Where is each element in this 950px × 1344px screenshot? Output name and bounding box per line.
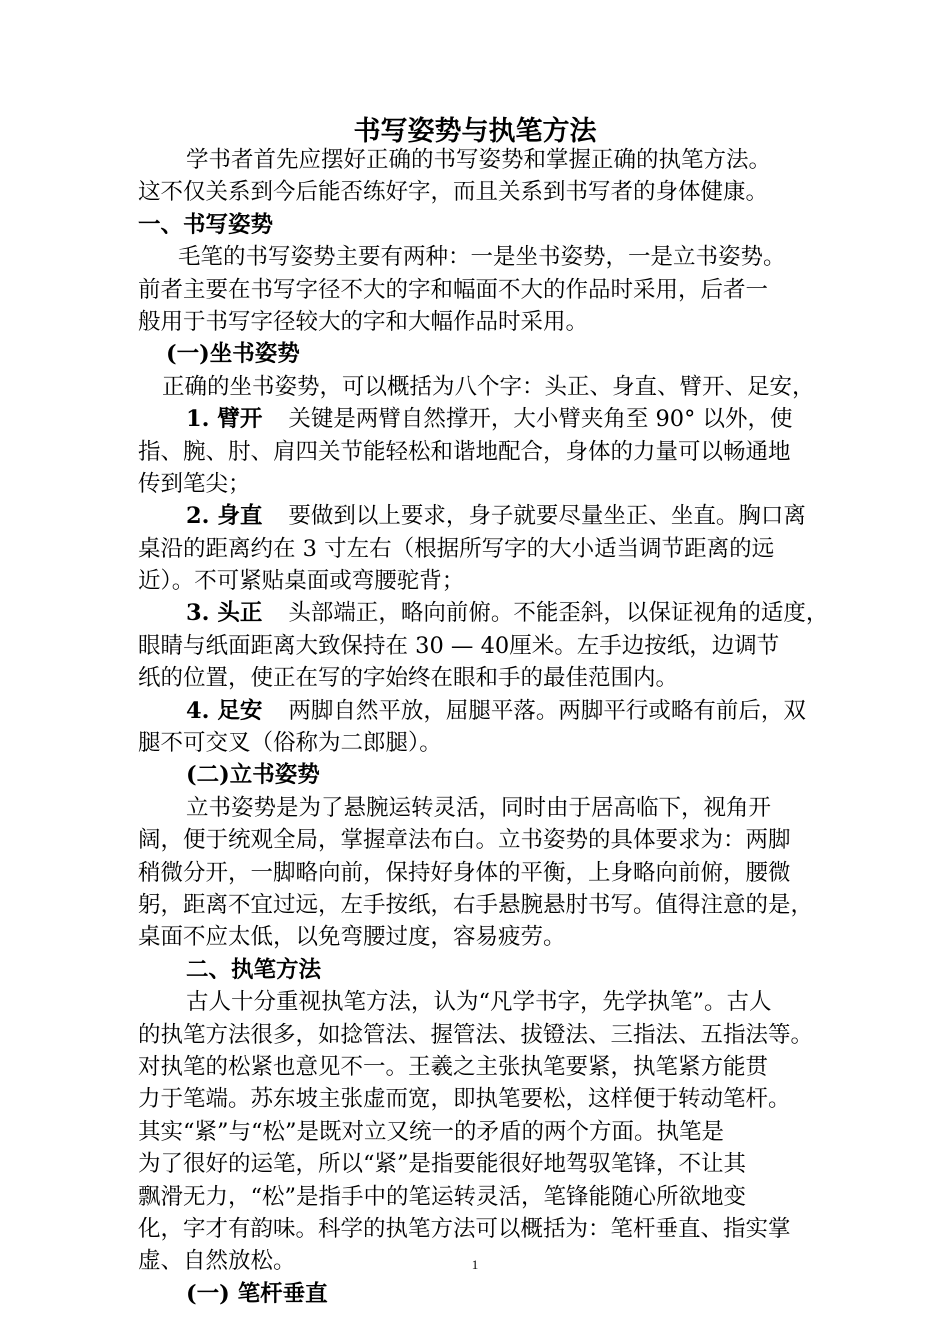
paragraph-line: 力于笔端。苏东坡主张虚而宽，即执笔要松，这样便于转动笔杆。 [138, 1086, 791, 1113]
list-item-label: 2. 身直 [186, 503, 263, 530]
paragraph-line: 学书者首先应摆好正确的书写姿势和掌握正确的执笔方法。 [186, 147, 772, 173]
paragraph-line: 的执笔方法很多，如捻管法、握管法、拔镫法、三指法、五指法等。 [138, 1021, 814, 1048]
paragraph-line: 飘滑无力，“松”是指手中的笔运转灵活，笔锋能随心所欲地变 [138, 1183, 747, 1210]
paragraph-line: 躬，距离不宜过远，左手按纸，右手悬腕悬肘书写。值得注意的是， [138, 891, 814, 918]
paragraph-line: 化，字才有韵味。科学的执笔方法可以概括为：笔杆垂直、指实掌 [138, 1215, 791, 1242]
paragraph-line: 桌面不应太低，以免弯腰过度，容易疲劳。 [138, 924, 566, 951]
paragraph-line: 古人十分重视执笔方法，认为“凡学书字，先学执笔”。古人 [186, 989, 772, 1016]
subsection-heading: (一) 笔杆垂直 [186, 1280, 328, 1307]
list-item [138, 403, 852, 435]
paragraph-line: 虚、自然放松。 [138, 1248, 296, 1275]
paragraph-line: 立书姿势是为了悬腕运转灵活，同时由于居高临下，视角开 [186, 794, 772, 821]
paragraph-line: 为了很好的运笔，所以“紧”是指要能很好地驾驭笔锋，不让其 [138, 1151, 747, 1178]
list-item-text: 要做到以上要求，身子就要尽量坐正、坐直。胸口离 [288, 503, 806, 530]
paragraph-line: 阔，便于统观全局，掌握章法布白。立书姿势的具体要求为：两脚 [138, 827, 791, 854]
paragraph-line: 前者主要在书写字径不大的字和幅面不大的作品时采用，后者一 [138, 276, 769, 303]
list-item [138, 695, 852, 727]
paragraph-line: 桌沿的距离约在 3 寸左右（根据所写字的大小适当调节距离的远 [138, 535, 775, 562]
paragraph-line: 近）。不可紧贴桌面或弯腰驼背； [138, 568, 465, 595]
paragraph-line: 传到笔尖； [138, 470, 251, 497]
list-item-label: 4. 足安 [186, 697, 263, 724]
paragraph-line: 毛笔的书写姿势主要有两种：一是坐书姿势，一是立书姿势。 [178, 244, 786, 271]
section-heading: 一、书写姿势 [138, 211, 274, 238]
subsection-heading: (一)坐书姿势 [166, 341, 300, 368]
list-item-label: 3. 头正 [186, 600, 263, 627]
list-item-text: 头部端正，略向前俯。不能歪斜，以保证视角的适度， [288, 600, 829, 627]
paragraph-line: 对执笔的松紧也意见不一。王羲之主张执笔要紧，执笔紧方能贯 [138, 1053, 769, 1080]
subsection-heading: (二)立书姿势 [186, 762, 320, 789]
paragraph-line: 眼睛与纸面距离大致保持在 30 — 40厘米。左手边按纸，边调节 [138, 632, 780, 659]
paragraph-line: 其实“紧”与“松”是既对立又统一的矛盾的两个方面。执笔是 [138, 1118, 725, 1145]
paragraph-line: 指、腕、肘、肩四关节能轻松和谐地配合，身体的力量可以畅通地 [138, 438, 791, 465]
list-item [138, 597, 852, 629]
paragraph-line: 稍微分开，一脚略向前，保持好身体的平衡，上身略向前俯，腰微 [138, 859, 791, 886]
list-item-text: 两脚自然平放，屈腿平落。两脚平行或略有前后，双 [288, 697, 806, 724]
paragraph-line: 正确的坐书姿势，可以概括为八个字：头正、身直、臂开、足安， [162, 373, 815, 400]
paragraph-line: 般用于书写字径较大的字和大幅作品时采用。 [138, 308, 589, 335]
list-item [138, 500, 852, 532]
paragraph-line: 纸的位置，使正在写的字始终在眼和手的最佳范围内。 [138, 665, 679, 692]
section-heading: 二、执笔方法 [186, 956, 322, 983]
page-number: 1 [471, 1257, 479, 1272]
paragraph-line: 这不仅关系到今后能否练好字，而且关系到书写者的身体健康。 [138, 179, 769, 206]
page-title: 书写姿势与执笔方法 [353, 116, 597, 147]
document-body [138, 144, 852, 1310]
list-item-text: 关键是两臂自然撑开，大小臂夹角至 90° 以外，使 [288, 406, 793, 433]
paragraph-line: 腿不可交叉（俗称为二郎腿）。 [138, 730, 442, 757]
list-item-label: 1. 臂开 [186, 406, 263, 433]
